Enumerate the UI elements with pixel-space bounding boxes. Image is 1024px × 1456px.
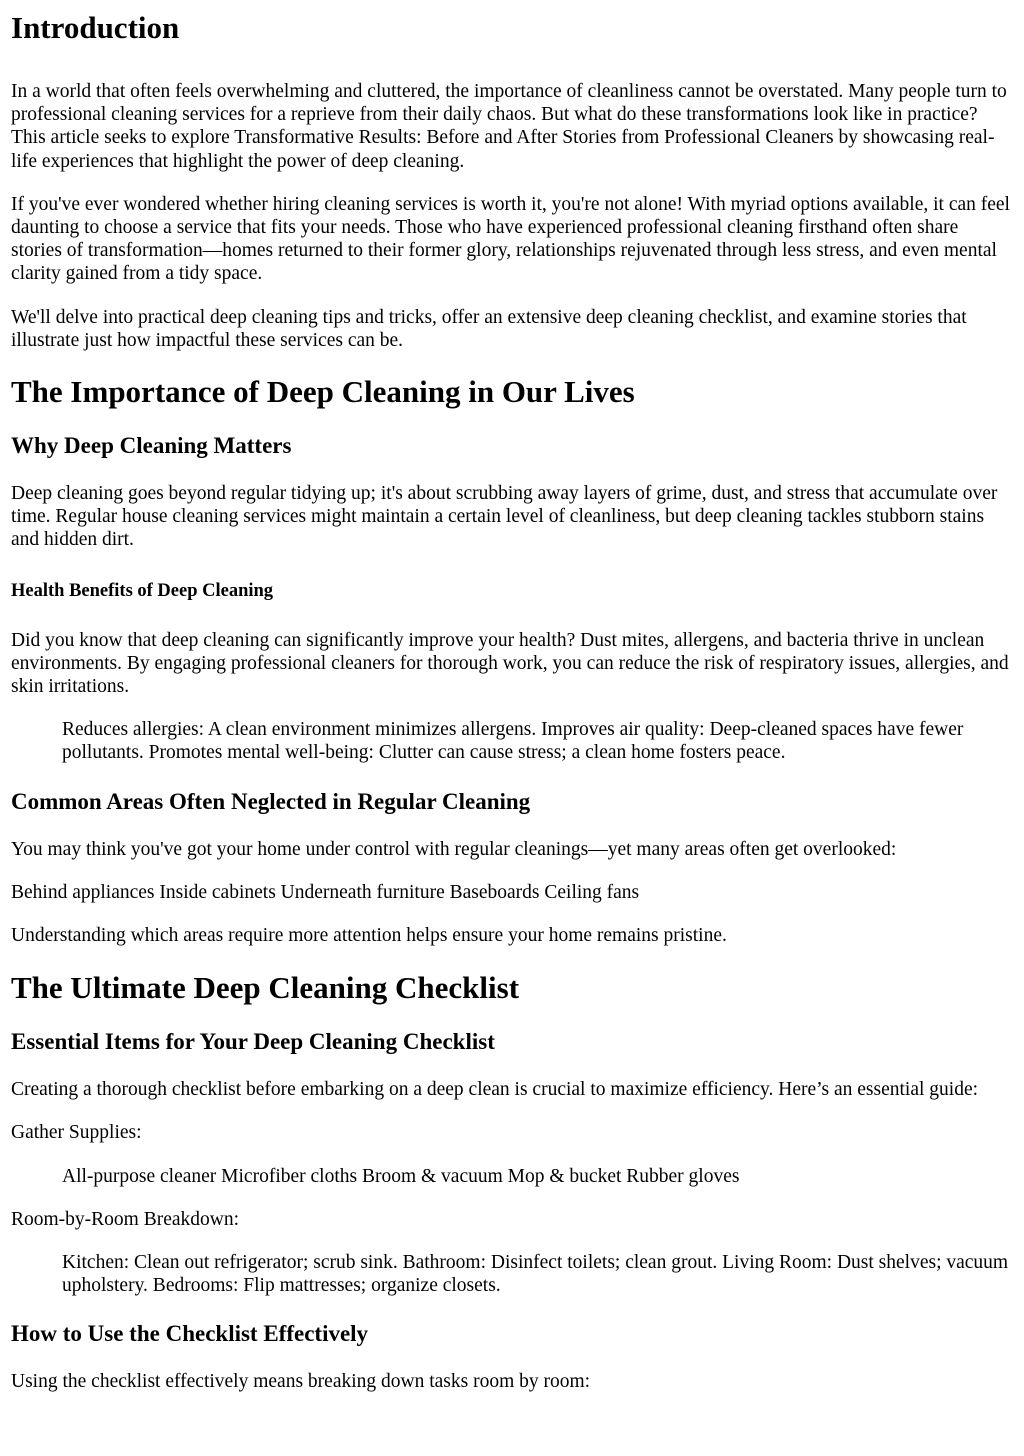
heading-importance: The Importance of Deep Cleaning in Our Lives xyxy=(11,374,635,410)
health-benefits-list: Reduces allergies: A clean environment minimizes allergens. Improves air quality: Deep-cleaned spaces have fewer pollutants. Promotes mental well-being: Clutter can cause stress; a clean home fosters peace. xyxy=(62,719,964,764)
room-breakdown-list: Kitchen: Clean out refrigerator; scrub sink. Bathroom: Disinfect toilets; clean grout. Living Room: Dust shelves; vacuum upholstery. Bedrooms: Flip mattresses; organize closets. xyxy=(62,1252,1009,1297)
gather-supplies-label: Gather Supplies: xyxy=(11,1122,142,1144)
room-breakdown-label: Room-by-Room Breakdown: xyxy=(11,1208,240,1230)
essential-paragraph: Creating a thorough checklist before embarking on a deep clean is crucial to maximize efficiency. Here’s an essential guide: xyxy=(11,1079,979,1101)
intro-paragraph-2: If you've ever wondered whether hiring cleaning services is worth it, you're not alone! With myriad options available, it can feel daunting to choose a service that fits your needs. Those who have experienced professional cleaning firsthand often share stories of transformation—homes returned to their former glory, relationships rejuvenated through less stress, and even mental clarity gained from a tidy space. xyxy=(11,193,1010,285)
common-areas-paragraph-2: Understanding which areas require more attention helps ensure your home remains pristine. xyxy=(11,925,727,947)
intro-paragraph-1: In a world that often feels overwhelming and cluttered, the importance of cleanliness cannot be overstated. Many people turn to professional cleaning services for a reprieve from their daily chaos. But what do these transformations look like in practice? This article seeks to explore Transformative Results: Before and After Stories from Professional Cleaners by showcasing real-life experiences that highlight the power of deep cleaning. xyxy=(11,81,1007,172)
heading-introduction: Introduction xyxy=(11,10,180,45)
heading-health-benefits: Health Benefits of Deep Cleaning xyxy=(11,580,274,601)
intro-paragraph-3: We'll delve into practical deep cleaning tips and tricks, offer an extensive deep cleaning checklist, and examine stories that illustrate just how impactful these services can be. xyxy=(11,306,967,351)
why-paragraph: Deep cleaning goes beyond regular tidying up; it's about scrubbing away layers of grime, dust, and stress that accumulate over time. Regular house cleaning services might maintain a certain level of cleanliness, but deep cleaning tackles stubborn stains and hidden dirt. xyxy=(11,483,998,551)
heading-checklist: The Ultimate Deep Cleaning Checklist xyxy=(11,970,520,1006)
article xyxy=(0,10,1024,1394)
heading-why-deep-cleaning: Why Deep Cleaning Matters xyxy=(11,433,292,459)
heading-how-to-use: How to Use the Checklist Effectively xyxy=(11,1321,369,1347)
heading-essential-items: Essential Items for Your Deep Cleaning Checklist xyxy=(11,1029,495,1055)
health-paragraph: Did you know that deep cleaning can significantly improve your health? Dust mites, allergens, and bacteria thrive in unclean environments. By engaging professional cleaners for thorough work, you can reduce the risk of respiratory issues, allergies, and skin irritations. xyxy=(11,629,1009,698)
common-areas-paragraph: You may think you've got your home under control with regular cleanings—yet many areas often get overlooked: xyxy=(11,838,897,860)
supplies-list: All-purpose cleaner Microfiber cloths Broom & vacuum Mop & bucket Rubber gloves xyxy=(62,1165,740,1187)
common-areas-list: Behind appliances Inside cabinets Underneath furniture Baseboards Ceiling fans xyxy=(11,881,640,903)
how-to-use-paragraph: Using the checklist effectively means breaking down tasks room by room: xyxy=(11,1371,591,1393)
heading-common-areas: Common Areas Often Neglected in Regular Cleaning xyxy=(11,788,531,814)
